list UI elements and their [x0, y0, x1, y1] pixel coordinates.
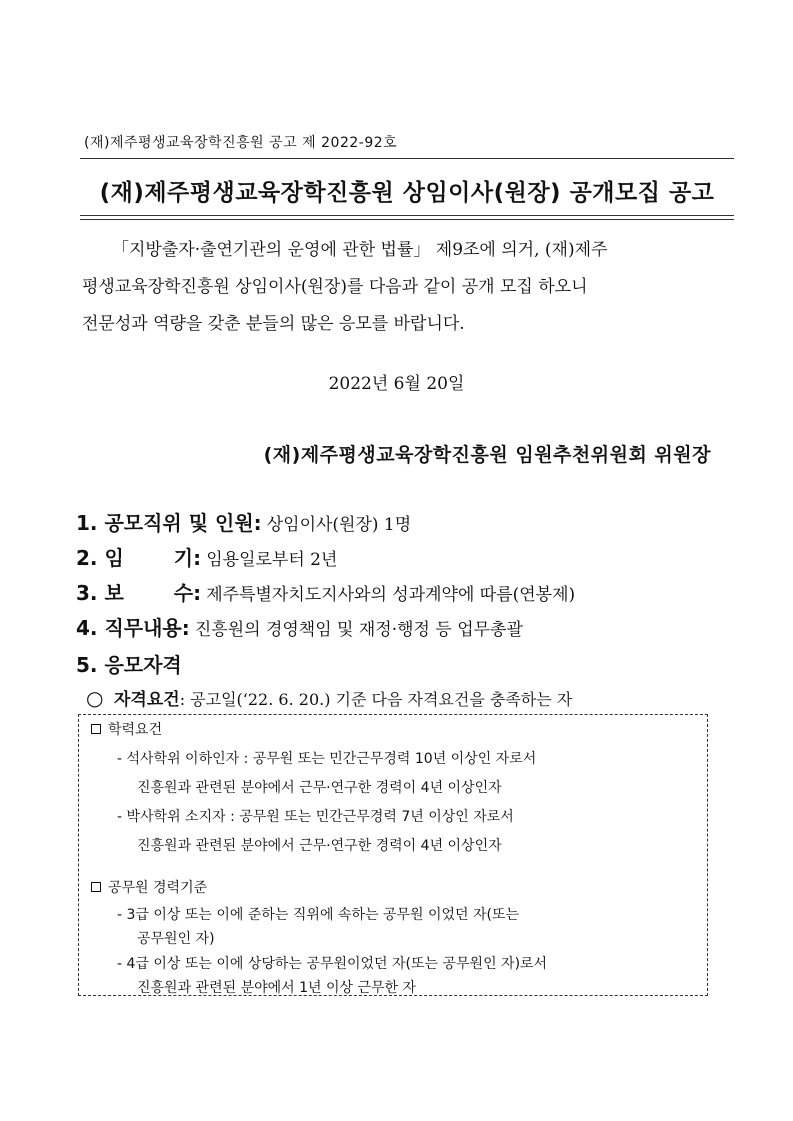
criteria-line — [86, 682, 572, 714]
section-5-label: 5. 응모자격 — [76, 653, 182, 677]
career-item-1: - 3급 이상 또는 이에 준하는 직위에 속하는 공무원 이었던 자(또는 — [117, 907, 520, 923]
signer: (재)제주평생교육장학진흥원 임원추천위원회 위원장 — [263, 444, 711, 466]
section-2-label-b: 기: — [173, 546, 202, 570]
edu-heading — [91, 719, 162, 739]
section-1-value: 상임이사(원장) 1명 — [266, 515, 412, 535]
requirements-box — [78, 714, 708, 996]
career-heading — [91, 877, 207, 897]
checkbox-square-icon — [91, 882, 101, 892]
section-4-label: 4. 직무내용: — [76, 616, 190, 640]
edu-item-1: - 석사학위 이하인자 : 공무원 또는 민간근무경력 10년 이상인 자로서 — [117, 751, 537, 767]
document-number: (재)제주평생교육장학진흥원 공고 제 2022-92호 — [84, 135, 398, 151]
section-4-value: 진흥원의 경영책임 및 재정·행정 등 업무총괄 — [194, 620, 523, 640]
edu-title: 학력요건 — [108, 722, 163, 738]
circle-bullet-icon: ○ — [86, 686, 104, 710]
intro-line-1: 「지방출자·출연기관의 운영에 관한 법률」 제9조에 의거, (재)제주 — [112, 240, 608, 260]
career-item-3: - 4급 이상 또는 이에 상당하는 공무원이었던 자(또는 공무원인 자)로서 — [117, 956, 548, 972]
intro-paragraph — [82, 232, 714, 343]
section-2-value: 임용일로부터 2년 — [206, 550, 338, 570]
section-1 — [76, 506, 575, 541]
intro-line-2: 평생교육장학진흥원 상임이사(원장)를 다음과 같이 공개 모집 하오니 — [82, 277, 588, 297]
career-item-2: 공무원인 자) — [137, 931, 215, 947]
section-1-label: 1. 공모직위 및 인원: — [76, 511, 262, 535]
sections-list — [76, 506, 575, 646]
intro-line-3: 전문성과 역량을 갖춘 분들의 많은 응모를 바랍니다. — [82, 314, 465, 334]
edu-item-4: 진흥원과 관련된 분야에서 근무·연구한 경력이 4년 이상인자 — [137, 838, 502, 854]
criteria-value: : 공고일(‘22. 6. 20.) 기준 다음 자격요건을 충족하는 자 — [179, 690, 573, 709]
section-3 — [76, 576, 575, 611]
section-2 — [76, 541, 575, 576]
career-item-4: 진흥원과 관련된 분야에서 1년 이상 근무한 자 — [137, 980, 417, 996]
section-3-label-a: 3. 보 — [76, 581, 124, 605]
edu-item-2: 진흥원과 관련된 분야에서 근무·연구한 경력이 4년 이상인자 — [137, 780, 502, 796]
title-double-rule — [80, 215, 734, 220]
section-3-value: 제주특별자치도지사와의 성과계약에 따름(연봉제) — [206, 585, 576, 605]
edu-item-3: - 박사학위 소지자 : 공무원 또는 민간근무경력 7년 이상인 자로서 — [117, 809, 514, 825]
career-title: 공무원 경력기준 — [108, 880, 208, 896]
announcement-date: 2022년 6월 20일 — [328, 374, 465, 394]
section-2-label-a: 2. 임 — [76, 546, 124, 570]
checkbox-square-icon — [91, 724, 101, 734]
criteria-label: 자격요건 — [114, 690, 180, 710]
top-rule — [80, 158, 734, 159]
page-title: (재)제주평생교육장학진흥원 상임이사(원장) 공개모집 공고 — [99, 180, 715, 206]
section-4 — [76, 611, 575, 646]
section-3-label-b: 수: — [173, 581, 202, 605]
